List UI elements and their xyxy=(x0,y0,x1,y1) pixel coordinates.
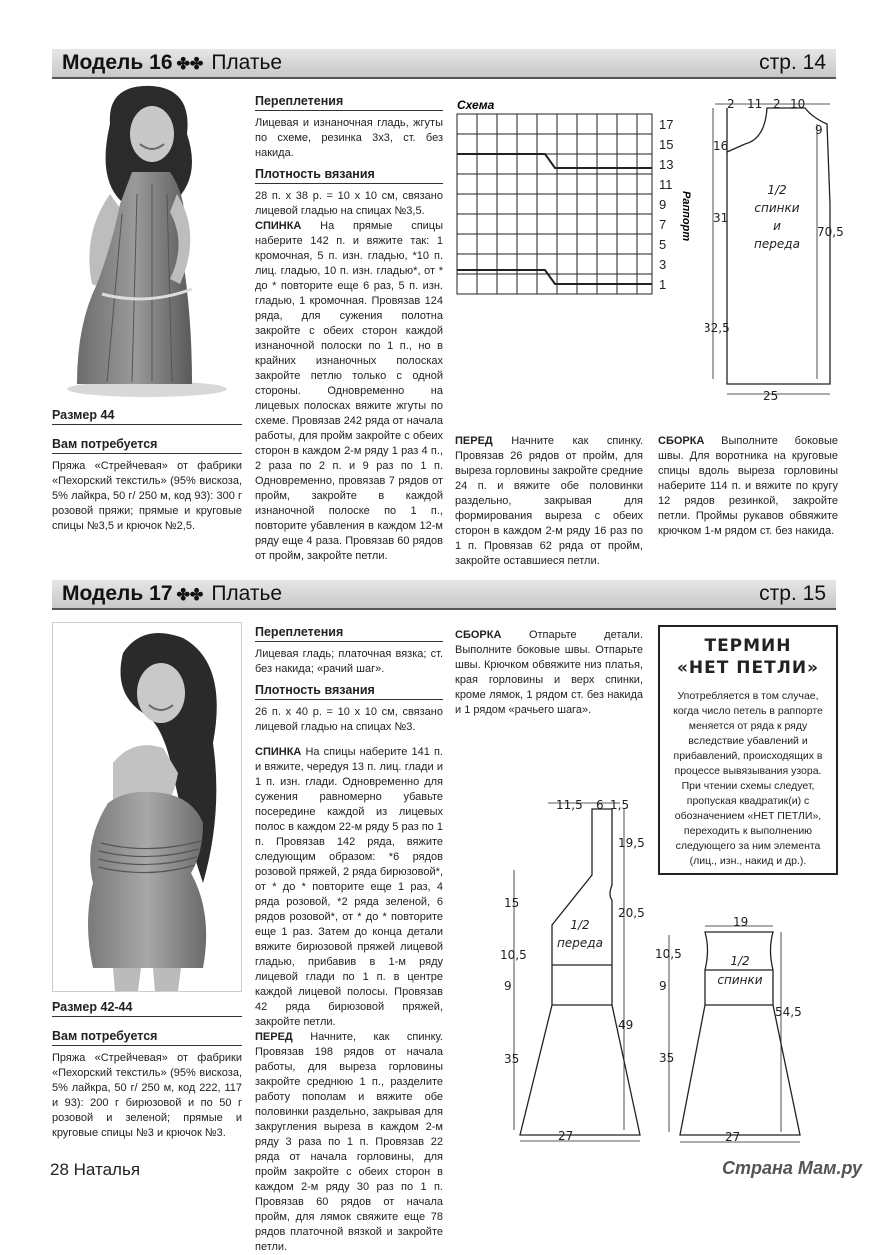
model16-front xyxy=(455,434,643,569)
model16-back-text: СПИНКА На прямые спицы наберите 142 п. и вяжите так: 1 кромочная, 5 п. изн. гладью, *10 п. лиц. гладью, 10 п. изн. гладью*, от * до * повторите еще 6 раз, 5 п. изн. гладью, 1 кромочная. Провязав 124 ряда, для сужения полотна закройте с обеих сторон каждой изнаночной полоски по 1 п., но в крайних изнаночных полосках закройте петлю только с одной стороны. Одновременно на лицевых полосках вяжите жгуты по схеме. Провязав 242 ряда от начала работы, для пройм закройте с обеих сторон в каждом 2-м ряду 1 раз 4 п., 2 раза по 2 п. и 9 раз по 1 п. Одновременно, провязав 7 рядов от пройм, закройте в каждой изнаночной полоске по 1 п., повторите убавления в каждом 12-м ряду еще 4 раза. Провязав 60 рядов от пройм, закройте петли. xyxy=(255,220,443,562)
svg-text:32,5: 32,5 xyxy=(705,321,730,335)
model16-scheme xyxy=(455,96,695,296)
svg-text:7: 7 xyxy=(659,217,667,232)
svg-text:35: 35 xyxy=(504,1052,520,1066)
model17-need-text: Пряжа «Стрейчевая» от фабрики «Пехорский текстиль» (95% вискоза, 5% лайкра, 50 г/ 250 м, код 222, 117 и 93): 200 г бирюзовой и по 50 г розовой и зеленой; прямые и круговые спицы №3 и крючок №3. xyxy=(52,1052,242,1139)
model16-page: стр. 14 xyxy=(759,51,826,74)
svg-text:спинки: спинки xyxy=(754,201,800,215)
model17-size: Размер 42-44 xyxy=(52,1000,242,1017)
model17-back-text: СПИНКА На спицы наберите 141 п. и вяжите, чередуя 13 п. лиц. глади и 1 п. изн. глади. Одновременно для сужения равномерно убавьте посередине каждой из лицевых полос в каждом 22-м ряду 5 раз по 1 п. Провязав 142 ряда, вяжите следующим образом: *6 рядов розовой пряжей, 2 ряда бирюзовой*, от * до * повторите еще 1 раз, 4 ряда розовой, *2 ряда зеленой, 6 рядов розовой*, от * до * повторите еще 1 раз. Затем до конца детали вяжите бирюзовой пряжей лицевой гладью, прибавив в 1-м ряду лицевой глади по 1 п. в центре каждой лицевой полосы. Провязав 42 ряда бирюзовой пряжей, закройте петли. xyxy=(255,746,443,1028)
svg-text:13: 13 xyxy=(659,157,674,172)
model16-need-title: Вам потребуется xyxy=(52,437,242,454)
model16-mid-col xyxy=(255,94,443,564)
svg-text:1/2: 1/2 xyxy=(570,918,590,932)
svg-text:15: 15 xyxy=(659,137,674,152)
model17-weave-text: Лицевая гладь; платочная вязка; ст. без накида; «рачий шаг». xyxy=(255,648,443,675)
svg-text:спинки: спинки xyxy=(717,973,763,987)
model17-density-title: Плотность вязания xyxy=(255,683,443,700)
term-title-1: ТЕРМИН xyxy=(704,636,792,656)
svg-text:70,5: 70,5 xyxy=(817,225,844,239)
svg-text:3: 3 xyxy=(659,257,667,272)
svg-text:27: 27 xyxy=(725,1130,741,1144)
svg-text:переда: переда xyxy=(557,936,603,950)
model17-assembly-text: СБОРКА Отпарьте детали. Выполните боковые швы. Отпарьте швы. Крючком обвяжите низ платья, края горловины и верх спинки, кроме лямок, 1 рядом ст. без накида и 1 рядом «рачьего шага». xyxy=(455,629,643,716)
svg-text:9: 9 xyxy=(659,979,667,993)
svg-text:2: 2 xyxy=(773,97,781,111)
svg-text:17: 17 xyxy=(659,117,674,132)
svg-text:10,5: 10,5 xyxy=(655,947,682,961)
model16-assembly-text: СБОРКА Выполните боковые швы. Для воротника на круговые спицы вдоль выреза горловины наберите 114 п. и вяжите по кругу 12 рядов резинкой, закройте петли. Проймы рукавов обвяжите крючком 1-м рядом ст. без накида. xyxy=(658,435,838,537)
svg-text:11: 11 xyxy=(659,177,673,192)
model16-weave-text: Лицевая и изнаночная гладь, жгуты по схеме, резинка 3х3, ст. без накида. xyxy=(255,117,443,159)
svg-text:1/2: 1/2 xyxy=(767,183,787,197)
svg-text:5: 5 xyxy=(659,237,667,252)
svg-text:49: 49 xyxy=(618,1018,634,1032)
term-text: Употребляется в том случае, когда число петель в раппорте меняется от ряда к ряду вследствие убавлений и прибавлений, происходящих в процессе вывязывания узора. При чтении схемы следует, пропуская квадратик(и) с обозначением «НЕТ ПЕТЛИ», переходить к выполнению следующего за ним элемента (лиц., изн., накид и др.). xyxy=(673,690,823,867)
model17-front-text: ПЕРЕД Начните, как спинку. Провязав 198 рядов от начала работы, для выреза горловины закройте среднюю 1 п., разделите работу пополам и вяжите обе половинки раздельно, закрывая для закругления выреза в каждом 2-м ряду 3 раза по 1 п. Провязав 22 ряда от начала горловины, для пройм закройте с обеих сторон в каждом 2-м ряду 30 раз по 1 п. Провязав 60 рядов от начала пройм, для лямок свяжите еще 78 рядов платочной вязкой и закройте петли. xyxy=(255,1031,443,1253)
svg-text:6: 6 xyxy=(596,798,604,812)
svg-text:25: 25 xyxy=(763,389,779,403)
model17-title: Модель 17 ✤✤ Платье xyxy=(62,582,283,605)
svg-text:10,5: 10,5 xyxy=(500,948,527,962)
svg-text:2: 2 xyxy=(727,97,735,111)
svg-text:переда: переда xyxy=(754,237,800,251)
svg-text:9: 9 xyxy=(659,197,667,212)
svg-text:19,5: 19,5 xyxy=(618,836,645,850)
svg-text:9: 9 xyxy=(815,123,823,137)
term-title-2: «НЕТ ПЕТЛИ» xyxy=(676,658,820,678)
svg-text:9: 9 xyxy=(504,979,512,993)
model17-density-text: 26 п. х 40 р. = 10 х 10 см, связано лицевой гладью на спицах №3. xyxy=(255,706,443,733)
model16-title: Модель 16 ✤✤ Платье xyxy=(62,51,283,74)
model16-density-title: Плотность вязания xyxy=(255,167,443,184)
model16-weave-title: Переплетения xyxy=(255,94,443,111)
svg-text:31: 31 xyxy=(713,211,729,225)
model17-front-pattern xyxy=(500,795,650,1150)
svg-text:15: 15 xyxy=(504,896,520,910)
model16-front-text: ПЕРЕД Начните как спинку. Провязав 26 рядов от пройм, для выреза горловины закройте средние 24 п. и вяжите обе половинки раздельно, закрывая для формирования выреза с обеих сторон в каждом 2-м ряду 16 раз по 1 п. Провязав 62 ряда от пройм, закройте оставшиеся петли. xyxy=(455,435,644,567)
svg-text:35: 35 xyxy=(659,1051,675,1065)
model17-need-title: Вам потребуется xyxy=(52,1029,242,1046)
svg-text:1,5: 1,5 xyxy=(610,798,630,812)
model16-assembly xyxy=(658,434,838,539)
svg-text:и: и xyxy=(773,219,781,233)
model17-left-col xyxy=(52,1000,242,1141)
svg-text:54,5: 54,5 xyxy=(775,1005,802,1019)
term-box xyxy=(658,625,838,875)
watermark: Страна Мам.ру xyxy=(722,1158,862,1178)
model17-weave-title: Переплетения xyxy=(255,625,443,642)
model16-density-text: 28 п. х 38 р. = 10 х 10 см, связано лицевой гладью на спицах №3,5. xyxy=(255,190,443,217)
model17-back-pattern xyxy=(655,910,805,1150)
model16-left-col xyxy=(52,408,242,534)
model17-photo xyxy=(52,622,242,992)
page-footer: 28 Наталья xyxy=(50,1160,141,1179)
model17-header xyxy=(52,580,836,610)
scheme-title: Схема xyxy=(457,98,495,112)
model16-pattern xyxy=(705,94,845,404)
svg-text:16: 16 xyxy=(713,139,729,153)
svg-text:1: 1 xyxy=(659,277,667,292)
model16-size: Размер 44 xyxy=(52,408,242,425)
model17-page: стр. 15 xyxy=(759,582,826,605)
model16-photo xyxy=(52,84,242,400)
model17-right-text xyxy=(455,628,643,718)
svg-text:27: 27 xyxy=(558,1129,574,1143)
svg-text:19: 19 xyxy=(733,915,749,929)
svg-text:20,5: 20,5 xyxy=(618,906,645,920)
model16-need-text: Пряжа «Стрейчевая» от фабрики «Пехорский текстиль» (95% вискоза, 5% лайкра, 50 г/ 250 м, код 93): 300 г розовой пряжи; прямые и круговые спицы №3,5 и крючок №2,5. xyxy=(52,460,242,532)
rapport-label: Раппорт xyxy=(680,191,692,242)
svg-text:11,5: 11,5 xyxy=(556,798,583,812)
model16-header xyxy=(52,49,836,79)
svg-text:10: 10 xyxy=(790,97,806,111)
model17-mid-col xyxy=(255,625,443,1255)
svg-text:11: 11 xyxy=(747,97,763,111)
svg-text:1/2: 1/2 xyxy=(730,954,750,968)
